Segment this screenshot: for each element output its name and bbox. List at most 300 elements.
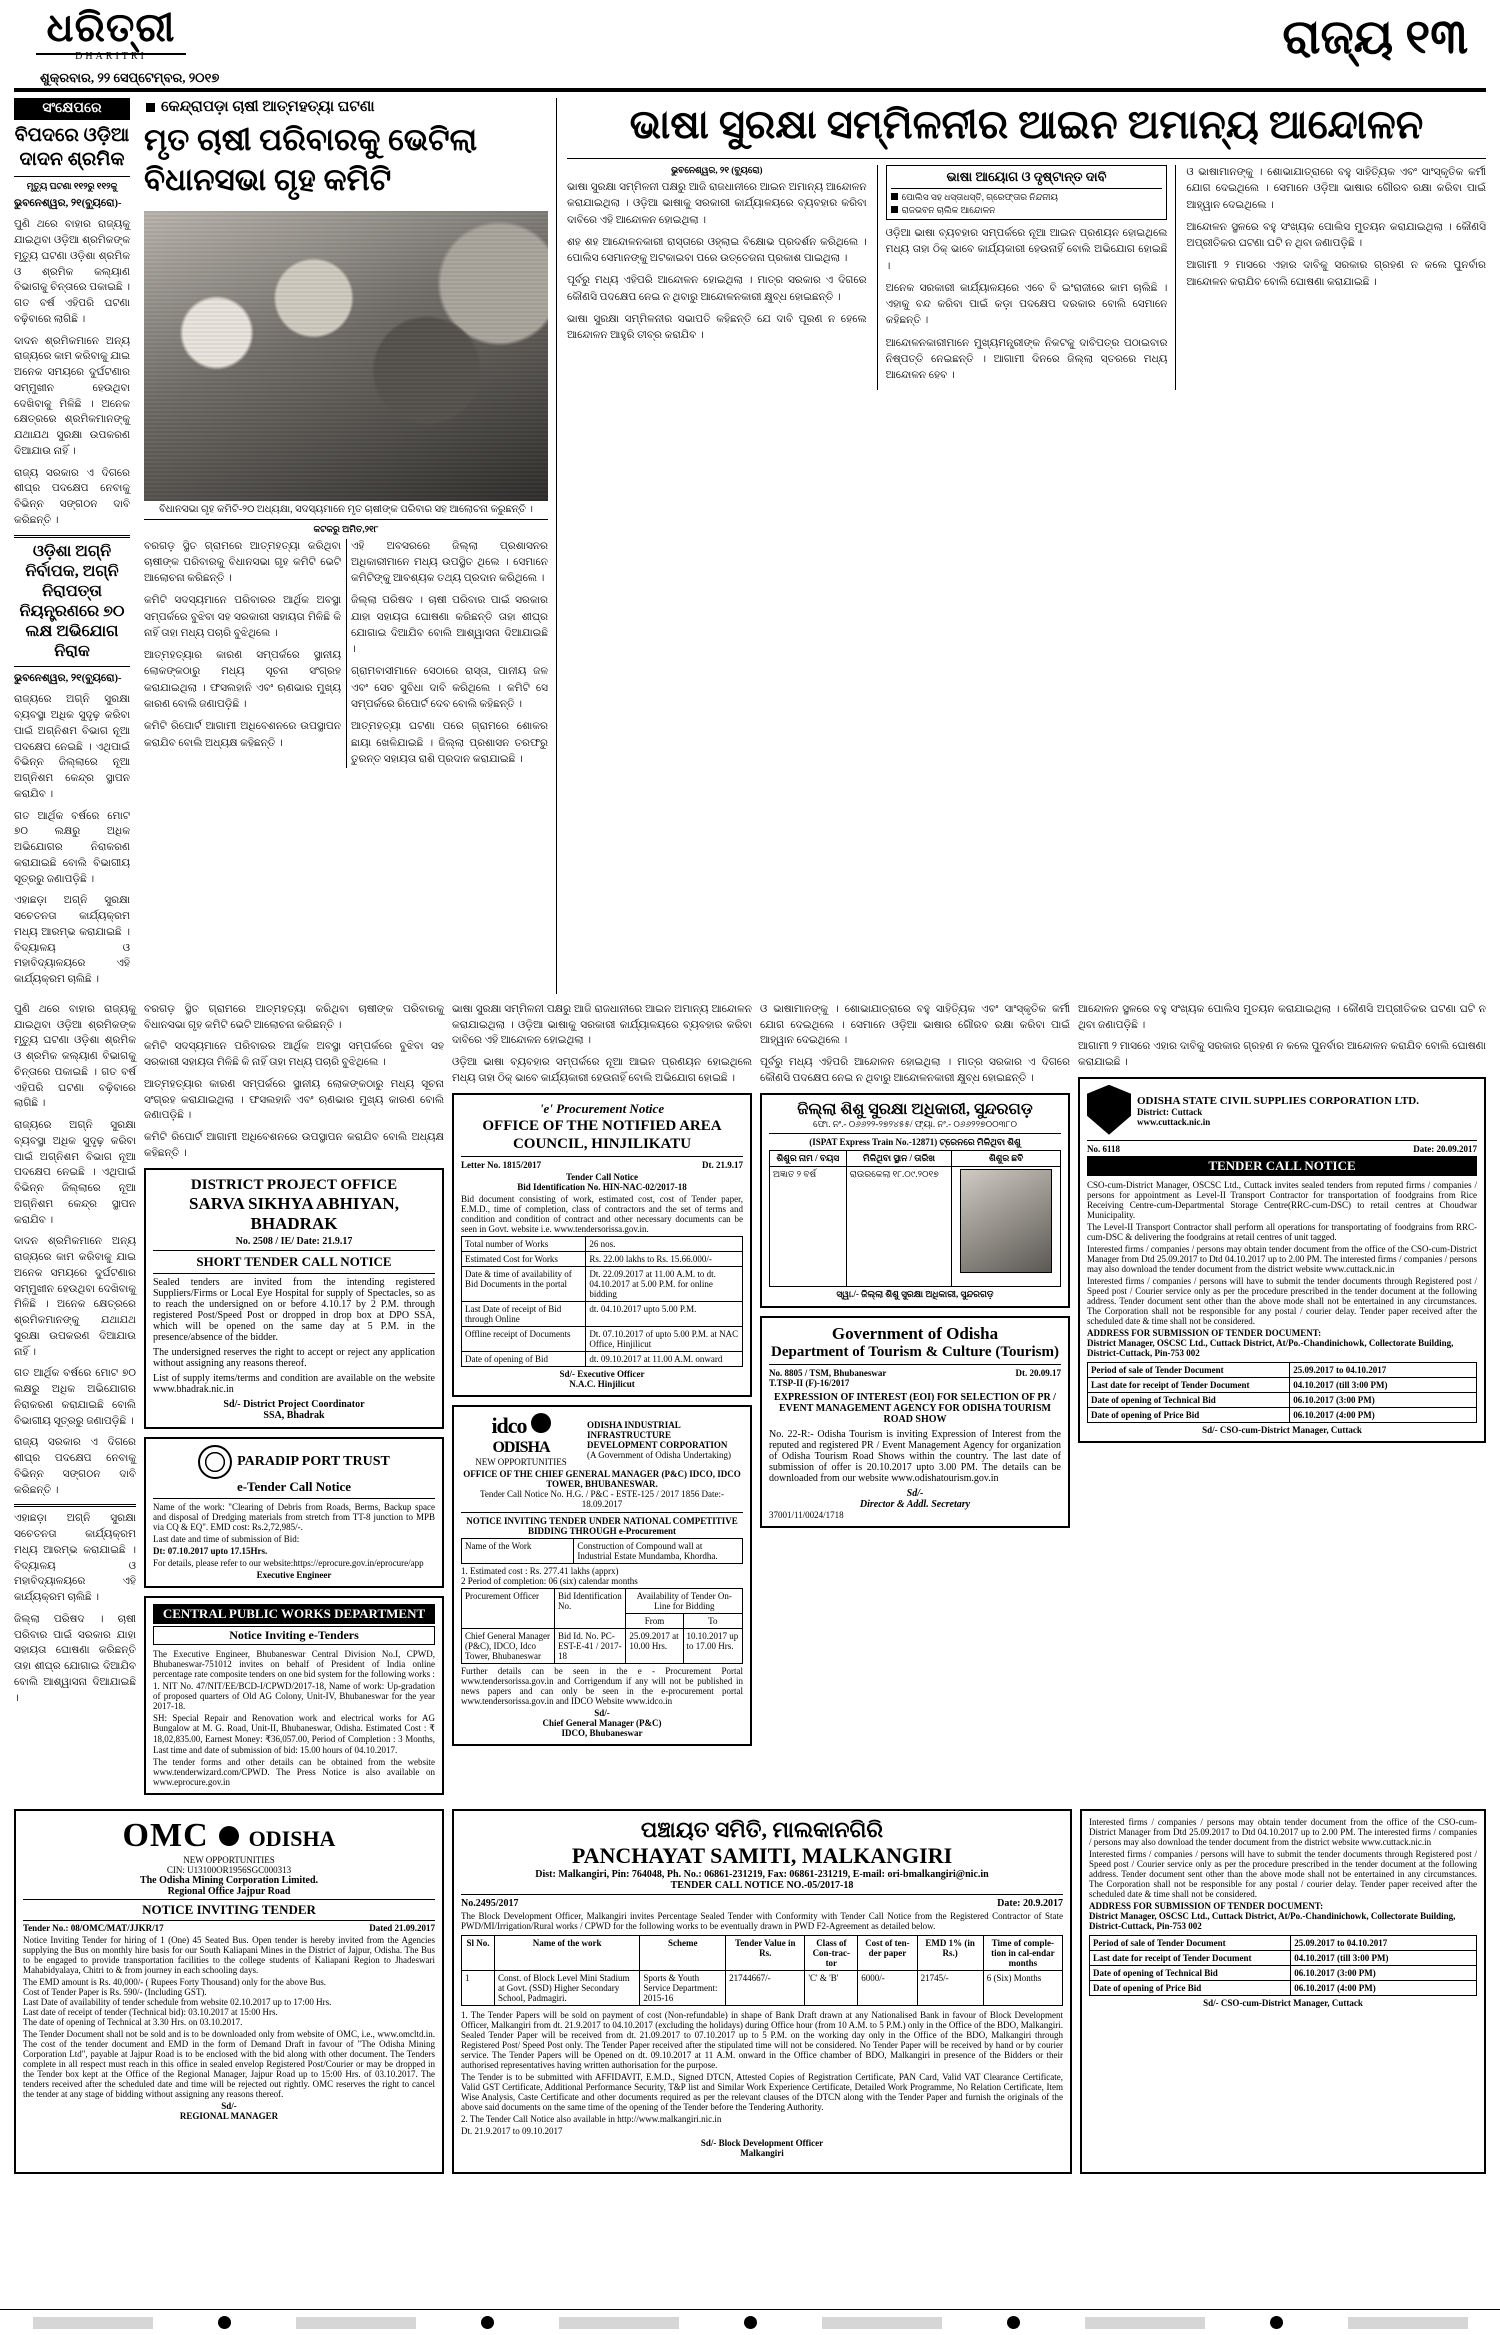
- cell: 25.09.2017 to 04.10.2017: [1291, 1936, 1477, 1951]
- table-row: [462, 1326, 743, 1351]
- continued-text: ପୁଣି ଥରେ ବାହାର ରାଜ୍ୟକୁ ଯାଇଥିବା ଓଡ଼ିଆ ଶ୍ରମିକଙ୍କ ମୃତ୍ୟୁ ଘଟଣା ଓଡ଼ିଶା ଶ୍ରମିକ ଓ ଶ୍ରମିକ କଲ୍ୟାଣ ବିଭାଗକୁ ଚିନ୍ତାରେ ପକାଇଛି । ଗତ ବର୍ଷ ଏହିପରି ଘଟଣା ବଢ଼ିବାରେ ଲାଗିଛି । ରାଜ୍ୟରେ ଅଗ୍ନି ସୁରକ୍ଷା ବ୍ୟବସ୍ଥା ଅଧିକ ସୁଦୃଢ଼ କରିବା ପାଇଁ ଅଗ୍ନିଶମ ବିଭାଗ ନୂଆ ପଦକ୍ଷେପ ନେଇଛି । ଏଥିପାଇଁ ବିଭିନ୍ନ ଜିଲ୍ଲାରେ ନୂଆ ଅଗ୍ନିଶମ କେନ୍ଦ୍ର ସ୍ଥାପନ କରାଯିବ । ଦାଦନ ଶ୍ରମିକମାନେ ଅନ୍ୟ ରାଜ୍ୟରେ କାମ କରିବାକୁ ଯାଇ ଅନେକ ସମୟରେ ଦୁର୍ଘଟଣାର ସମ୍ମୁଖୀନ ହେଉଥିବା ଦେଖିବାକୁ ମିଳିଛି । ଅନେକ କ୍ଷେତ୍ରରେ ଶ୍ରମିକମାନଙ୍କୁ ଯଥାଯଥ ସୁରକ୍ଷା ଉପକରଣ ଦିଆଯାଉ ନାହିଁ । ଗତ ଆର୍ଥିକ ବର୍ଷରେ ମୋଟ ୭୦ ଲକ୍ଷରୁ ଅଧିକ ଅଭିଯୋଗର ନିରାକରଣ କରାଯାଇଛି ବୋଲି ବିଭାଗୀୟ ସୂତ୍ରରୁ ଜଣାପଡ଼ିଛି । ରାଜ୍ୟ ସରକାର ଏ ଦିଗରେ ଶୀଘ୍ର ପଦକ୍ଷେପ ନେବାକୁ ବିଭିନ୍ନ ସଙ୍ଗଠନ ଦାବି କରିଛନ୍ତି ।: [14, 1003, 136, 1496]
- omc-tender-no: Tender No.: 08/OMC/MAT/JJKR/17: [23, 1923, 164, 1934]
- ppt-deadline: Dt: 07.10.2017 upto 17.15Hrs.: [153, 1546, 268, 1557]
- cell-header: To: [683, 1613, 742, 1628]
- nac-sign1: Sd/- Executive Officer: [559, 1368, 645, 1379]
- divider: [461, 1512, 743, 1513]
- lead-para: କମିଟି ରିପୋର୍ଟ ଆଗାମୀ ଅଧିବେଶନରେ ଉପସ୍ଥାପନ କରାଯିବ ବୋଲି ଅଧ୍ୟକ୍ଷ କହିଛନ୍ତି ।: [144, 721, 341, 749]
- idco-org2: (A Government of Odisha Undertaking): [587, 1449, 731, 1460]
- child-photo: [960, 1169, 1052, 1273]
- cell-photo: [952, 1166, 1061, 1286]
- ad-idco: [452, 1405, 752, 1746]
- cell-header: Name of the Work: [462, 1538, 574, 1563]
- oscsc-p4: Interested firms / companies / persons will have to submit the tender documents through Registered post / Speed post / Courier service only as per the procedure prescribed in the tender document at the following address. Tender document sent other than the above mode shall not be entertained in any circumstances. The Corporation shall not be responsible for any postal / courier delay. Tender paper received after the scheduled date & time shall not be considered.: [1087, 1275, 1477, 1326]
- idco-bid-table: [461, 1588, 743, 1664]
- bhadrak-body: Sealed tenders are invited from the intending registered Suppliers/Firms or Local Eye Hospital for supply of Spectacles, so as to reach the undersigned on or before 4.10.17 by 2 P.M. through registered Post/Speed Post or dropped in drop box at DPO SSA, which will be opened on the same day at 5 P.M. in the presence/absence of the bidder.: [153, 1277, 435, 1344]
- brief-headline: ବିପଦରେ ଓଡ଼ିଆ ଦାଦନ ଶ୍ରମିକ: [14, 125, 130, 170]
- ad-tourism: [760, 1316, 1070, 1528]
- demand-item: ରାଜଭବନ ଚାଲିକ ଆନ୍ଦୋଳନ: [891, 205, 1163, 216]
- divider: [153, 1498, 435, 1499]
- oscsc-l1: ODISHA STATE CIVIL SUPPLIES CORPORATION LTD.: [1137, 1094, 1419, 1107]
- mega-para: ଶହ ଶହ ଆନ୍ଦୋଳନକାରୀ ରାସ୍ତାରେ ଓହ୍ଲାଇ ବିକ୍ଷୋଭ ପ୍ରଦର୍ଶନ କରିଥିଲେ । ପୋଲିସ ସେମାନଙ୍କୁ ଅଟକାଇବା ପରେ ଉତ୍ତେଜନା ପ୍ରକାଶ ପାଇଥିଲା ।: [567, 236, 867, 265]
- table-row: [462, 1251, 743, 1266]
- cpwd-body: The Executive Engineer, Bhubaneswar Central Division No.I, CPWD, Bhubaneswar-751012 invites on behalf of President of India online percentage rate composite tenders on one bid system for the following works :: [153, 1649, 435, 1680]
- lead-body: [144, 539, 548, 768]
- table-row: [462, 1266, 743, 1301]
- cell: Date & time of availability of Bid Documents in the portal: [462, 1266, 586, 1301]
- divider: [891, 188, 1163, 189]
- cell-header: Bid Identification No.: [554, 1588, 625, 1628]
- cell-header: Cost of ten-der paper: [858, 1936, 917, 1971]
- nac-letter-no: Letter No. 1815/2017: [461, 1159, 542, 1170]
- logo-latin-text: DHARITRI: [75, 51, 147, 62]
- oscsc-tail-addr-title: ADDRESS FOR SUBMISSION OF TENDER DOCUMENT:: [1089, 1901, 1324, 1912]
- tourism-l2: Department of Tourism & Culture (Tourism): [771, 1343, 1059, 1360]
- cell: 25.09.2017 at 10.00 Hrs.: [626, 1628, 683, 1663]
- table-row: [1088, 1392, 1477, 1407]
- table-row: [462, 1538, 743, 1563]
- bullet-square-icon: [146, 103, 155, 112]
- bhadrak-title: SHORT TENDER CALL NOTICE: [196, 1254, 392, 1270]
- cell: Last Date of receipt of Bid through Online: [462, 1301, 586, 1326]
- continued-text-4: ଭାଷା ସୁରକ୍ଷା ସମ୍ମିଳନୀ ପକ୍ଷରୁ ଆଜି ରାଜଧାନୀରେ ଆଇନ ଅମାନ୍ୟ ଆନ୍ଦୋଳନ କରାଯାଇଥିଲା । ଓଡ଼ିଆ ଭାଷାକୁ ସରକାରୀ କାର୍ଯ୍ୟାଳୟରେ ବ୍ୟବହାର କରିବା ଦାବିରେ ଏହି ଆନ୍ଦୋଳନ ହୋଇଥିଲା । ଓଡ଼ିଆ ଭାଷା ବ୍ୟବହାର ସମ୍ପର୍କରେ ନୂଆ ଆଇନ ପ୍ରଣୟନ ହୋଇଥିଲେ ମଧ୍ୟ ତାହା ଠିକ୍ ଭାବେ କାର୍ଯ୍ୟକାରୀ ହେଉନାହିଁ ବୋଲି ଅଭିଯୋଗ ହୋଇଛି ।: [452, 1003, 752, 1084]
- cell: Date of opening of Bid: [462, 1351, 586, 1366]
- newspaper-logo: [36, 4, 186, 62]
- idco-dot-icon: [531, 1413, 551, 1433]
- continued-text-3: ବରଗଡ଼ ସ୍ଥିତ ଗ୍ରାମରେ ଆତ୍ମହତ୍ୟା କରିଥିବା ଚାଷୀଙ୍କ ପରିବାରକୁ ବିଧାନସଭା ଗୃହ କମିଟି ଭେଟି ଆଲୋଚନା କରିଛନ୍ତି । କମିଟି ସଦସ୍ୟମାନେ ପରିବାରର ଆର୍ଥିକ ଅବସ୍ଥା ସମ୍ପର୍କରେ ବୁଝିବା ସହ ସରକାରୀ ସହାୟତା ମିଳିଛି କି ନାହିଁ ତାହା ମଧ୍ୟ ପଚାରି ବୁଝିଥିଲେ । ଆତ୍ମହତ୍ୟାର କାରଣ ସମ୍ପର୍କରେ ସ୍ଥାନୀୟ ଲୋକଙ୍କଠାରୁ ମଧ୍ୟ ସୂଚନା ସଂଗ୍ରହ କରାଯାଇଥିଲା । ଫସଲହାନି ଏବଂ ଋଣଭାର ମୁଖ୍ୟ କାରଣ ବୋଲି ଜଣାପଡ଼ିଛି । କମିଟି ରିପୋର୍ଟ ଆଗାମୀ ଅଧିବେଶନରେ ଉପସ୍ଥାପନ କରାଯିବ ବୋଲି ଅଧ୍ୟକ୍ଷ କହିଛନ୍ତି ।: [144, 1003, 444, 1159]
- table-row: [1090, 1981, 1477, 1996]
- ads-col-1: [14, 1002, 136, 1804]
- oscsc-l3: www.cuttack.nic.in: [1137, 1116, 1211, 1127]
- omc-body: Notice Inviting Tender for hiring of 1 (One) 45 Seated Bus. Open tender is hereby invited from the Agencies supplying the Bus on monthly hire basis for our South Kaliapani Mines in the District of Jajpur, Odisha. The Bus to be engaged to provide transportation facilities to the college students of Kaliapani Region to Jhadeswari Mahabidyalaya, Chitri to & from journey in each schooling days.: [23, 1935, 435, 1976]
- divider: [153, 1250, 435, 1251]
- cell-header: Time of comple-tion in cal-endar months: [983, 1936, 1062, 1971]
- omc-sign1: Sd/-: [221, 2101, 237, 2112]
- continued-text-2: ଏହାଛଡ଼ା ଅଗ୍ନି ସୁରକ୍ଷା ସଚେତନତା କାର୍ଯ୍ୟକ୍ରମ ମଧ୍ୟ ଆରମ୍ଭ କରାଯାଇଛି । ବିଦ୍ୟାଳୟ ଓ ମହାବିଦ୍ୟାଳୟରେ ଏହି କାର୍ଯ୍ୟକ୍ରମ ଚାଲିଛି । ଜିଲ୍ଲା ପରିଷଦ । ଚାଷୀ ପରିବାର ପାଇଁ ସରକାର ଯାହା ସହାୟତା ଘୋଷଣା କରିଛନ୍ତି ତାହା ଶୀଘ୍ର ଯୋଗାଇ ଦିଆଯିବ ବୋଲି ଆଶ୍ୱାସନା ଦିଆଯାଇଛି ।: [14, 1513, 136, 1704]
- tourism-date: Dt. 20.09.17: [1015, 1367, 1061, 1378]
- tourism-sign2: Director & Addl. Secretary: [859, 1498, 971, 1510]
- cell: ଅଜ୍ଞାତ ୨ ବର୍ଷ: [770, 1166, 847, 1286]
- idco-org: [587, 1420, 743, 1460]
- omc-cin: CIN: U13100OR1956SGC000313: [166, 1865, 292, 1876]
- oscsc-tail-addr: District Manager, OSCSC Ltd., Cuttack District, At/Po.-Chandinichowk, Collectorate Building, District-Cuttack, Pin-753 002: [1089, 1911, 1456, 1932]
- lead-headline: ମୃତ ଚାଷୀ ପରିବାରକୁ ଭେଟିଲା ବିଧାନସଭା ଗୃହ କମିଟି: [144, 122, 478, 198]
- malkangiri-meta: [461, 1898, 1063, 1909]
- cell-header: ଶିଶୁର ଛବି: [952, 1150, 1061, 1166]
- demands-box: [886, 165, 1168, 220]
- cell-header: Last date for receipt of Tender Document: [1090, 1951, 1291, 1966]
- cell: Chief General Manager (P&C), IDCO, Idco Tower, Bhubaneswar: [462, 1628, 555, 1663]
- cell: Total number of Works: [462, 1236, 586, 1251]
- cell: 06.10.2017 (3:00 PM): [1290, 1392, 1477, 1407]
- ad-cpwd: [144, 1596, 444, 1795]
- oscsc-logo-icon: [1087, 1085, 1131, 1135]
- registration-segment: [1348, 2317, 1468, 2329]
- ppt-body: Name of the work: "Clearing of Debris from Roads, Berms, Backup space and disposal of Dredging materials from stretch from TT-8 junction to MPB via CQ & EQ". EMD cost: Rs.2,72,985/-.: [153, 1502, 435, 1533]
- idco-sign2: Chief General Manager (P&C): [542, 1717, 662, 1728]
- ad-omc: [14, 1809, 444, 2174]
- cpwd-body2: The tender forms and other details can be obtained from the website www.tenderwizard.com/CPWD. The Press Notice is also available on www.eprocure.gov.in: [153, 1757, 435, 1788]
- cell: Bid Id. No. PC-EST-E-41 / 2017-18: [554, 1628, 625, 1663]
- nac-date: Dt. 21.9.17: [702, 1159, 743, 1170]
- ads-col-2: [144, 1002, 444, 1804]
- shishu-table: [769, 1150, 1061, 1287]
- table-row: [462, 1236, 743, 1251]
- mega-para: ଆଗାମୀ ୨ ମାସରେ ଏହାର ଦାବିକୁ ସରକାର ଗ୍ରହଣ ନ କଲେ ପୁନର୍ବାର ଆନ୍ଦୋଳନ କରାଯିବ ବୋଲି ଘୋଷଣା କରାଯାଇଛି ।: [1186, 260, 1486, 288]
- malkangiri-no: No.2495/2017: [461, 1898, 519, 1910]
- nac-sub2: Bid Identification No. HIN-NAC-02/2017-18: [517, 1181, 687, 1192]
- idco-period: 2 Period of completion: 06 (six) calendar months: [461, 1575, 638, 1586]
- table-row: [462, 1301, 743, 1326]
- cell-header: Class of Con-trac-tor: [805, 1936, 858, 1971]
- omc-b4: Last date of receipt of tender (Technical bid): 03.10.2017 at 15:00 Hrs.: [23, 2007, 278, 2018]
- cell: Dt. 07.10.2017 of upto 5.00 P.M. at NAC Office, Hinjilicut: [586, 1326, 743, 1351]
- idco-sign3: IDCO, Bhubaneswar: [561, 1727, 643, 1738]
- table-row: [770, 1166, 1061, 1286]
- cell: 6000/-: [858, 1971, 917, 2006]
- oscsc-tail-1: Interested firms / companies / persons may obtain tender document from the office of the CSO-cum-District Manager from Dtd 25.09.2017 to Dtd 04.10.2017 up to 2.00 PM. The interested firms / companies / persons may also download the tender document from the district website www.cuttack.nic.in: [1089, 1817, 1477, 1848]
- registration-segment: [559, 2317, 679, 2329]
- omc-l3: NOTICE INVITING TENDER: [23, 1899, 435, 1921]
- tourism-code: 37001/11/0024/1718: [769, 1509, 844, 1520]
- oscsc-tail-sign: Sd/- CSO-cum-District Manager, Cuttack: [1203, 1998, 1363, 2009]
- malkangiri-note1: 1. The Tender Papers will be sold on payment of cost (Non-refundable) in shape of Bank Draft drawn at any Nationalised Bank in favour of Block Development Officer, Malkangiri from dt. 21.9.2017 to 04.10.2017 (excluding the holidays) during Office hour (from 10 A.M. to 5 P.M.) only in the Office of the BDO, Malkangiri. Sealed Tender Paper will be received from dt. 21.09.2017 to 07.10.2017 up to 5 P.M. on the working day only in the Office of the BDO, Malkangiri through Registered Post/ Speed Post only. The Tender Paper received after the stipulated time will not be considered. No Tender Paper will be received by hand or by courier service. The Tender Papers will be Opened on dt. 09.10.2017 at 11 A.M. onward in the Office chamber of BDO, Malkangiri in presence of the Bidders or their authorised representatives having written authorisation for the purpose.: [461, 2010, 1063, 2071]
- oscsc-no: No. 6118: [1087, 1143, 1121, 1154]
- lead-kicker-text: କେନ୍ଦ୍ରାପଡ଼ା ଚାଷୀ ଆତ୍ମହତ୍ୟା ଘଟଣା: [161, 99, 375, 115]
- table-row: [462, 1588, 743, 1613]
- brief-body: [14, 196, 130, 529]
- mega-col-3: [1186, 165, 1486, 390]
- omc-sign2: REGIONAL MANAGER: [179, 2111, 279, 2122]
- cpwd-title: CENTRAL PUBLIC WORKS DEPARTMENT: [153, 1604, 435, 1624]
- nac-title1: 'e' Procurement Notice: [539, 1100, 665, 1116]
- cell-header: ଶିଶୁର ନାମ / ବୟସ: [770, 1150, 847, 1166]
- malkangiri-title-en: PANCHAYAT SAMITI, MALKANGIRI: [571, 1843, 953, 1869]
- divider: [461, 1894, 1063, 1895]
- cell: dt. 04.10.2017 upto 5.00 P.M.: [586, 1301, 743, 1326]
- cell-header: ମିଳିଥିବା ସ୍ଥାନ / ତାରିଖ: [846, 1150, 951, 1166]
- brief-para: ଦାଦନ ଶ୍ରମିକମାନେ ଅନ୍ୟ ରାଜ୍ୟରେ କାମ କରିବାକୁ ଯାଇ ଅନେକ ସମୟରେ ଦୁର୍ଘଟଣାର ସମ୍ମୁଖୀନ ହେଉଥିବା ଦେଖିବାକୁ ମିଳିଛି । ଅନେକ କ୍ଷେତ୍ରରେ ଶ୍ରମିକମାନଙ୍କୁ ଯଥାଯଥ ସୁରକ୍ଷା ଉପକରଣ ଦିଆଯାଉ ନାହିଁ ।: [14, 335, 131, 457]
- malkangiri-tcn: TENDER CALL NOTICE NO.-05/2017-18: [670, 1880, 854, 1892]
- cell-header: Date of opening of Technical Bid: [1088, 1392, 1290, 1407]
- registration-segment: [33, 2317, 153, 2329]
- nac-table: [461, 1236, 743, 1367]
- idco-org1: ODISHA INDUSTRIAL INFRASTRUCTURE DEVELOPMENT CORPORATION: [587, 1419, 728, 1450]
- mega-para: ଭାଷା ସୁରକ୍ଷା ସମ୍ମିଳନୀ ପକ୍ଷରୁ ଆଜି ରାଜଧାନୀରେ ଆଇନ ଅମାନ୍ୟ ଆନ୍ଦୋଳନ କରାଯାଇଥିଲା । ଓଡ଼ିଆ ଭାଷାକୁ ସରକାରୀ କାର୍ଯ୍ୟାଳୟରେ ବ୍ୟବହାର କରିବା ଦାବିରେ ଏହି ଆନ୍ଦୋଳନ ହୋଇଥିଲା ।: [567, 182, 867, 226]
- brief2-para: ଗତ ଆର୍ଥିକ ବର୍ଷରେ ମୋଟ ୭୦ ଲକ୍ଷରୁ ଅଧିକ ଅଭିଯୋଗର ନିରାକରଣ କରାଯାଇଛି ବୋଲି ବିଭାଗୀୟ ସୂତ୍ରରୁ ଜଣାପଡ଼ିଛି ।: [14, 810, 130, 885]
- malkangiri-date: Date: 20.9.2017: [997, 1898, 1063, 1910]
- shishu-title: ଜିଲ୍ଲା ଶିଶୁ ସୁରକ୍ଷା ଅଧିକାରୀ, ସୁନ୍ଦରଗଡ଼: [797, 1100, 1033, 1118]
- ppt-title: PARADIP PORT TRUST: [237, 1454, 390, 1470]
- continued-text-6: ଆନ୍ଦୋଳନ ସ୍ଥଳରେ ବହୁ ସଂଖ୍ୟକ ପୋଲିସ ମୁତୟନ କରାଯାଇଥିଲା । କୌଣସି ଅପ୍ରୀତିକର ଘଟଣା ଘଟି ନ ଥିବା ଜଣାପଡ଼ିଛି । ଆଗାମୀ ୨ ମାସରେ ଏହାର ଦାବିକୁ ସରକାର ଗ୍ରହଣ ନ କଲେ ପୁନର୍ବାର ଆନ୍ଦୋଳନ କରାଯିବ ବୋଲି ଘୋଷଣା କରାଯାଇଛି ।: [1078, 1003, 1486, 1068]
- cell: dt. 09.10.2017 at 11.00 A.M. onward: [586, 1351, 743, 1366]
- registration-dot: [744, 2316, 757, 2329]
- tourism-body: No. 22-R:- Odisha Tourism is inviting Expression of Interest from the reputed and registered PR / Event Management Agency for organization of Odisha Tourism Road Shows within the country. The last date of submission of offer is 20.10.2017 upto 3.00 PM. The details can be downloaded from our website www.odishatourism.gov.in: [769, 1428, 1061, 1484]
- brief2-para: ରାଜ୍ୟରେ ଅଗ୍ନି ସୁରକ୍ଷା ବ୍ୟବସ୍ଥା ଅଧିକ ସୁଦୃଢ଼ କରିବା ପାଇଁ ଅଗ୍ନିଶମ ବିଭାଗ ନୂଆ ପଦକ୍ଷେପ ନେଇଛି । ଏଥିପାଇଁ ବିଭିନ୍ନ ଜିଲ୍ଲାରେ ନୂଆ ଅଗ୍ନିଶମ କେନ୍ଦ୍ର ସ୍ଥାପନ କରାଯିବ ।: [14, 694, 130, 800]
- omc-b6: The Tender Document shall not be sold and is to be downloaded only from website of OMC, i.e., www.omcltd.in. The cost of the tender document and EMD in the form of Demand Draft in favour of "The Odisha Mining Corporation Ltd", payable at Jajpur Road is to be enclosed with the bid along with other document. The Tenders complete in all respect must reach in this office in sealed envelop Registered Post/Courier or may be dropped in the Tender box kept at the Office of the Regional Manager, Jajpur Road up to 15:00 Hrs. of 03.10.2017. The tenders received after the scheduled date and time will be rejected out rightly. OMC reserves the right to cancel the tender at any stage of bidding without assigning any reasons thereof.: [23, 2029, 435, 2100]
- mega-headline: ଭାଷା ସୁରକ୍ଷା ସମ୍ମିଳନୀର ଆଇନ ଅମାନ୍ୟ ଆନ୍ଦୋଳନ: [629, 102, 1424, 147]
- bhadrak-line1: DISTRICT PROJECT OFFICE: [190, 1176, 398, 1193]
- mega-col-1: [567, 165, 867, 390]
- cell: Const. of Block Level Mini Stadium at Govt. (SSD) Higher Secondary School, Padmagiri.: [495, 1971, 640, 2006]
- cell-header: Tender Value in Rs.: [726, 1936, 805, 1971]
- cell-header: Period of sale of Tender Document: [1088, 1362, 1290, 1377]
- demands-title: ଭାଷା ଆୟୋଗ ଓ ଦୃଷ୍ଟାନ୍ତ ଦାବି: [946, 169, 1107, 184]
- lead-kicker: [146, 98, 548, 116]
- lead-para: ଗ୍ରାମବାସୀମାନେ ସେଠାରେ ରାସ୍ତା, ପାନୀୟ ଜଳ ଏବଂ ସେଚ ସୁବିଧା ଦାବି କରିଥିଲେ । କମିଟି ସେ ସମ୍ପର୍କରେ ରିପୋର୍ଟ ଦେବ ବୋଲି କହିଛନ୍ତି ।: [351, 666, 548, 710]
- cell: 06.10.2017 (4:00 PM): [1291, 1981, 1477, 1996]
- oscsc-title: TENDER CALL NOTICE: [1087, 1156, 1477, 1176]
- omc-tagline: NEW OPPORTUNITIES: [183, 1855, 275, 1866]
- bottom-ads: [14, 1809, 1486, 2174]
- table-row: [1090, 1966, 1477, 1981]
- cpwd-item1: 1. NIT No. 47/NIT/EE/BCD-I/CPWD/2017-18, Name of work: Up-gradation of proposed quarters of Old AG Colony, Unit-IV, Bhubaneswar for the year 2017-18.: [153, 1681, 435, 1712]
- omc-b1: The EMD amount is Rs. 40,000/- ( Rupees Forty Thousand) only for the above Bus.: [23, 1977, 327, 1988]
- ppt-sign: Executive Engineer: [256, 1570, 332, 1581]
- mega-para: ଓ ଭାଷାମାନଙ୍କୁ । ଶୋଭାଯାତ୍ରାରେ ବହୁ ସାହିତ୍ୟିକ ଏବଂ ସାଂସ୍କୃତିକ କର୍ମୀ ଯୋଗ ଦେଇଥିଲେ । ସେମାନେ ଓଡ଼ିଆ ଭାଷାର ଗୌରବ ରକ୍ଷା କରିବା ପାଇଁ ଆହ୍ୱାନ ଦେଇଥିଲେ ।: [1186, 167, 1486, 211]
- table-row: [1090, 1936, 1477, 1951]
- idco-logo: [461, 1413, 581, 1467]
- continued-text-5: ଓ ଭାଷାମାନଙ୍କୁ । ଶୋଭାଯାତ୍ରାରେ ବହୁ ସାହିତ୍ୟିକ ଏବଂ ସାଂସ୍କୃତିକ କର୍ମୀ ଯୋଗ ଦେଇଥିଲେ । ସେମାନେ ଓଡ଼ିଆ ଭାଷାର ଗୌରବ ରକ୍ଷା କରିବା ପାଇଁ ଆହ୍ୱାନ ଦେଇଥିଲେ । ପୂର୍ବରୁ ମଧ୍ୟ ଏହିପରି ଆନ୍ଦୋଳନ ହୋଇଥିଲା । ମାତ୍ର ସରକାର ଏ ଦିଗରେ କୌଣସି ପଦକ୍ଷେପ ନେଇ ନ ଥିବାରୁ ଆନ୍ଦୋଳନକାରୀ କ୍ଷୁବ୍ଧ ହୋଇଛନ୍ତି ।: [760, 1003, 1070, 1084]
- masthead: [14, 0, 1486, 92]
- table-row: [1088, 1362, 1477, 1377]
- paradip-seal-icon: [198, 1445, 232, 1479]
- table-row: [1088, 1377, 1477, 1392]
- bhadrak-body2: The undersigned reserves the right to accept or reject any application without assigning any reasons thereof.: [153, 1347, 435, 1370]
- shishu-subtitle: ଫୋ. ନଂ.- ୦୬୬୨୨-୨୭୨୪୫୫/ ଫ୍ୟା. ନଂ.- ୦୬୬୨୨୭୦୦୩୮୦: [813, 1118, 1017, 1129]
- idco-head1: NOTICE INVITING TENDER UNDER NATIONAL COMPETITIVE BIDDING THROUGH e-Procurement: [466, 1515, 738, 1536]
- cell-header: Name of the work: [495, 1936, 640, 1971]
- malkangiri-sign2: Malkangiri: [740, 2148, 784, 2159]
- table-row: [1090, 1951, 1477, 1966]
- cell-header: Scheme: [640, 1936, 726, 1971]
- cell-header: Sl No.: [462, 1936, 495, 1971]
- oscsc-tail-table: [1089, 1935, 1477, 1996]
- cell-header: Availability of Tender On-Line for Bidding: [626, 1588, 743, 1613]
- tourism-no: No. 8805 / TSM, Bhubaneswar: [769, 1367, 887, 1378]
- nac-sub1: Tender Call Notice: [566, 1171, 638, 1182]
- nac-sign2: N.A.C. Hinjilicut: [569, 1378, 635, 1389]
- top-news-area: [14, 92, 1486, 994]
- lead-para: କମିଟି ସଦସ୍ୟମାନେ ପରିବାରର ଆର୍ଥିକ ଅବସ୍ଥା ସମ୍ପର୍କରେ ବୁଝିବା ସହ ସରକାରୀ ସହାୟତା ମିଳିଛି କି ନାହିଁ ତାହା ମଧ୍ୟ ପଚାରି ବୁଝିଥିଲେ ।: [144, 595, 341, 639]
- divider: [461, 1156, 743, 1157]
- section-title: ରାଜ୍ୟ ୧୩: [1282, 11, 1468, 64]
- cell: 6 (Six) Months: [983, 1971, 1062, 2006]
- oscsc-addr-title: ADDRESS FOR SUBMISSION OF TENDER DOCUMENT:: [1087, 1327, 1322, 1338]
- nac-intro: Bid document consisting of work, estimated cost, cost of Tender paper, E.M.D., time of completion, class of contractors and the set of terms and condition and condition of contract and other necessary documents can be seen in Govt. website i.e. www.tendersorissa.gov.in.: [461, 1193, 743, 1234]
- cpwd-item2: SH: Special Repair and Renovation work and electrical works for AG Bungalow at M. G. Road, Unit-II, Bhubaneswar, Odisha. Estimated Cost : ₹ 18,02,835.00, Earnest Money: ₹36,057.00, Period of Completion : 3 Months, Last time and date of submission of bid: 15.00 hours of 04.10.2017.: [153, 1713, 435, 1756]
- cell: 06.10.2017 (3:00 PM): [1291, 1966, 1477, 1981]
- registration-dot: [218, 2316, 231, 2329]
- masthead-date: ଶୁକ୍ରବାର, ୨୨ ସେପ୍ଟେମ୍ବର, ୨୦୧୭: [40, 70, 220, 85]
- divider: [567, 158, 1486, 159]
- tourism-heading: EXPRESSION OF INTEREST (EOI) FOR SELECTION OF PR / EVENT MANAGEMENT AGENCY FOR ODISHA TOURISM ROAD SHOW: [774, 1391, 1056, 1425]
- cell-header: Period of sale of Tender Document: [1090, 1936, 1291, 1951]
- mega-para: ପୂର୍ବରୁ ମଧ୍ୟ ଏହିପରି ଆନ୍ଦୋଳନ ହୋଇଥିଲା । ମାତ୍ର ସରକାର ଏ ଦିଗରେ କୌଣସି ପଦକ୍ଷେପ ନେଇ ନ ଥିବାରୁ ଆନ୍ଦୋଳନକାରୀ କ୍ଷୁବ୍ଧ ହୋଇଛନ୍ତି ।: [567, 275, 867, 303]
- mega-para: ଭାଷା ସୁରକ୍ଷା ସମ୍ମିଳନୀର ସଭାପତି କହିଛନ୍ତି ଯେ ଦାବି ପୂରଣ ନ ହେଲେ ଆନ୍ଦୋଳନ ଆହୁରି ତୀବ୍ର କରାଯିବ ।: [567, 313, 867, 342]
- ppt-body3: For details, please refer to our website:https://eprocure.gov.in/eprocure/app: [153, 1558, 424, 1569]
- table-row: [462, 1351, 743, 1366]
- mega-para: ଓଡ଼ିଆ ଭାଷା ବ୍ୟବହାର ସମ୍ପର୍କରେ ନୂଆ ଆଇନ ପ୍ରଣୟନ ହୋଇଥିଲେ ମଧ୍ୟ ତାହା ଠିକ୍ ଭାବେ କାର୍ଯ୍ୟକାରୀ ହେଉନାହିଁ ବୋଲି ଅଭିଯୋଗ ହୋଇଛି ।: [885, 228, 1168, 272]
- cell: Sports & Youth Service Department: 2015-16: [640, 1971, 726, 2006]
- mega-col-2: [877, 165, 1177, 390]
- cell-header: Date of opening of Price Bid: [1088, 1407, 1290, 1422]
- cell: 21745/-: [917, 1971, 983, 2006]
- lead-story: [136, 98, 556, 994]
- ppt-subtitle: e-Tender Call Notice: [236, 1479, 352, 1495]
- cell-header: Procurement Officer: [462, 1588, 555, 1628]
- brief-para: ରାଜ୍ୟ ସରକାର ଏ ଦିଗରେ ଶୀଘ୍ର ପଦକ୍ଷେପ ନେବାକୁ ବିଭିନ୍ନ ସଙ୍ଗଠନ ଦାବି କରିଛନ୍ତି ।: [14, 467, 130, 526]
- divider: [769, 1364, 1061, 1365]
- malkangiri-body: The Block Development Officer, Malkangiri invites Percentage Sealed Tender with Conformity with Tender Call Notice from the Registered Contractor of State PWD/MI/Irrigation/Rural works / CPWD for the following works to be eventually drawn in PWD F2-Agreement as detailed below.: [461, 1911, 1063, 1932]
- divider: [14, 1504, 136, 1507]
- table-row: [770, 1150, 1061, 1166]
- cell: 21744667/-: [726, 1971, 805, 2006]
- brief-para: ପୁଣି ଥରେ ବାହାର ରାଜ୍ୟକୁ ଯାଇଥିବା ଓଡ଼ିଆ ଶ୍ରମିକଙ୍କ ମୃତ୍ୟୁ ଘଟଣା ଓଡ଼ିଶା ଶ୍ରମିକ ଓ ଶ୍ରମିକ କଲ୍ୟାଣ ବିଭାଗକୁ ଚିନ୍ତାରେ ପକାଇଛି । ଗତ ବର୍ଷ ଏହିପରି ଘଟଣା ବଢ଼ିବାରେ ଲାଗିଛି ।: [14, 219, 130, 325]
- lead-para: ଜିଲ୍ଲା ପରିଷଦ । ଚାଷୀ ପରିବାର ପାଇଁ ସରକାର ଯାହା ସହାୟତା ଘୋଷଣା କରିଛନ୍ତି ତାହା ଶୀଘ୍ର ଯୋଗାଇ ଦିଆଯିବ ବୋଲି ଆଶ୍ୱାସନା ଦିଆଯାଇଛି ।: [351, 595, 548, 656]
- idco-org4: Tender Call Notice No. H.G. / P&C - ESTE-125 / 2017 1856 Date:- 18.09.2017: [479, 1488, 725, 1509]
- ad-oscsc: [1078, 1077, 1486, 1443]
- cell: Offline receipt of Documents: [462, 1326, 586, 1351]
- logo-odia-text: ଧରିତ୍ରୀ: [46, 5, 176, 50]
- tourism-meta: [769, 1368, 1061, 1378]
- divider: [769, 1133, 1061, 1134]
- lead-para: ବରଗଡ଼ ସ୍ଥିତ ଗ୍ରାମରେ ଆତ୍ମହତ୍ୟା କରିଥିବା ଚାଷୀଙ୍କ ପରିବାରକୁ ବିଧାନସଭା ଗୃହ କମିଟି ଭେଟି ଆଲୋଚନା କରିଛନ୍ତି ।: [144, 540, 341, 585]
- ad-shishu-suraksha: [760, 1093, 1070, 1308]
- oscsc-dates-table: [1087, 1362, 1477, 1423]
- table-row: [462, 1936, 1063, 1971]
- ad-bhadrak-ssa: [144, 1168, 444, 1430]
- divider: [153, 1273, 435, 1274]
- ad-paradip-port-trust: [144, 1437, 444, 1588]
- omc-l2: Regional Office Jajpur Road: [167, 1886, 291, 1898]
- lead-para: ଏହି ଅବସରରେ ଜିଲ୍ଲା ପ୍ରଶାସନର ଅଧିକାରୀମାନେ ମଧ୍ୟ ଉପସ୍ଥିତ ଥିଲେ । ସେମାନେ କମିଟିଙ୍କୁ ଆବଶ୍ୟକ ତଥ୍ୟ ପ୍ରଦାନ କରିଥିଲେ ।: [351, 540, 548, 585]
- idco-note: Further details can be seen in the e - Procurement Portal www.tendersorissa.gov.in and Corrigendum if any will not be published in news papers and can only be seen in the e-procurement portal www.tendersorissa.gov.in and IDCO Website www.idco.in: [461, 1665, 743, 1706]
- bhadrak-line2: SARVA SIKHYA ABHIYAN, BHADRAK: [189, 1193, 399, 1233]
- registration-dot: [1007, 2316, 1020, 2329]
- idco-org3: OFFICE OF THE CHIEF GENERAL MANAGER (P&C) IDCO, IDCO TOWER, BHUBANESWAR.: [463, 1468, 741, 1489]
- oscsc-tail-2: Interested firms / companies / persons will have to submit the tender documents through Registered post / Speed post / Courier service only as per the procedure prescribed in the tender document at the following address. Tender document sent other than the above mode shall not be entertained in any circumstances. The Corporation shall not be responsible for any postal / courier delay. Tender paper received after the scheduled date & time shall not be considered.: [1089, 1849, 1477, 1900]
- divider: [1087, 1140, 1477, 1141]
- oscsc-p2: The Level-II Transport Contractor shall perform all operations for transportating of foodgrains from RRC-cum-DSC & delivering the foodgrains at retail centres of unit tagged.: [1087, 1221, 1477, 1242]
- cell: 04.10.2017 (till 3:00 PM): [1291, 1951, 1477, 1966]
- omc-odisha: ODISHA: [248, 1826, 336, 1852]
- idco-est-cost: 1. Estimated cost : Rs. 277.41 lakhs (apprx): [461, 1565, 619, 1576]
- oscsc-meta: [1087, 1144, 1477, 1154]
- oscsc-p3: Interested firms / companies / persons may obtain tender document from the office of the CSO-cum-District Manager from Dtd 25.09.2017 to Dtd 04.10.2017 up to 2.00 PM. The interested firms / companies / persons may also download the tender document from the district website www.cuttack.nic.in: [1087, 1243, 1477, 1274]
- omc-date: Dated 21.09.2017: [369, 1923, 435, 1934]
- oscsc-sign: Sd/- CSO-cum-District Manager, Cuttack: [1202, 1424, 1362, 1435]
- omc-b2: Cost of Tender Paper is Rs. 590/- (Including GST).: [23, 1987, 207, 1998]
- idco-header: [461, 1413, 743, 1467]
- idco-wordmark: idco: [491, 1412, 527, 1438]
- oscsc-p1: CSO-cum-District Manager, OSCSC Ltd., Cuttack invites sealed tenders from reputed firms / companies / persons for appointment as Level-II Transport Contractor for transportation of foodgrains from Rice Receiving Centre-cum-Departmental Storage Centre(RRC-cum-DSC) to retail centres at Choudwar Municipality.: [1087, 1179, 1477, 1220]
- idco-work-table: [461, 1538, 743, 1564]
- cell: 04.10.2017 (till 3:00 PM): [1290, 1377, 1477, 1392]
- briefs-column: [14, 98, 136, 994]
- malkangiri-note3: 2. The Tender Call Notice also available in http://www.malkangiri.nic.in: [461, 2114, 722, 2125]
- table-row: [462, 1971, 1063, 2006]
- ads-col-4: [760, 1002, 1070, 1804]
- lead-para: ଆତ୍ମହତ୍ୟାର କାରଣ ସମ୍ପର୍କରେ ସ୍ଥାନୀୟ ଲୋକଙ୍କଠାରୁ ମଧ୍ୟ ସୂଚନା ସଂଗ୍ରହ କରାଯାଇଥିଲା । ଫସଲହାନି ଏବଂ ଋଣଭାର ମୁଖ୍ୟ କାରଣ ବୋଲି ଜଣାପଡ଼ିଛି ।: [144, 650, 341, 710]
- advertisements-area: [14, 1002, 1486, 1804]
- idco-sign1: Sd/-: [594, 1707, 610, 1718]
- lead-sub-dateline: କଟକରୁ ଅମିତ,୨୧୮: [313, 523, 379, 534]
- malkangiri-title-odia: ପଞ୍ଚାୟତ ସମିତି, ମାଲକାନଗିରି: [640, 1817, 884, 1843]
- ads-col-5: [1078, 1002, 1486, 1804]
- shishu-sign: ସ୍ୱା./- ଜିଲ୍ଲା ଶିଶୁ ସୁରକ୍ଷା ଅଧିକାରୀ, ସୁନ୍ଦରଗଡ଼: [836, 1288, 994, 1299]
- bhadrak-sign2: SSA, Bhadrak: [263, 1410, 325, 1422]
- mega-dateline: ଭୁବନେଶ୍ୱର, ୨୧ (ବ୍ୟୁରୋ): [671, 165, 763, 175]
- mega-para: ଅନେକ ସରକାରୀ କାର୍ଯ୍ୟାଳୟରେ ଏବେ ବି ଇଂରାଜୀରେ କାମ ଚାଲିଛି । ଏହାକୁ ବନ୍ଦ କରିବା ପାଇଁ କଡ଼ା ପଦକ୍ଷେପ ଦରକାର ବୋଲି ସେମାନେ କହିଛନ୍ତି ।: [885, 282, 1168, 327]
- mega-story: [556, 98, 1486, 994]
- cell: 06.10.2017 (4:00 PM): [1290, 1407, 1477, 1422]
- malkangiri-sign1: Sd/- Block Development Officer: [700, 2138, 824, 2149]
- oscsc-header: [1087, 1085, 1477, 1137]
- table-row: [462, 1628, 743, 1663]
- cell: Estimated Cost for Works: [462, 1251, 586, 1266]
- demand-item: ପୋଲିସ ସହ ଧସ୍ତାଧସ୍ତି, ଗ୍ରେଫ୍ତାର ନିନ୍ଦନୀୟ: [891, 192, 1163, 203]
- cell-header: From: [626, 1613, 683, 1628]
- lead-photo: [144, 211, 548, 501]
- cell-header: Last date for receipt of Tender Document: [1088, 1377, 1290, 1392]
- briefs-badge: ସଂକ୍ଷେପରେ: [14, 98, 130, 120]
- table-row: [1088, 1407, 1477, 1422]
- omc-b3: Last Date of availability of tender schedule from website 02.10.2017 up to 17:00 Hrs.: [23, 1997, 332, 2008]
- tourism-l1: Government of Odisha: [831, 1323, 999, 1343]
- cell: ରାଉରକେଲା ୧୮.୦୯.୨୦୧୭: [846, 1166, 951, 1286]
- cell-header: Date of opening of Price Bid: [1090, 1981, 1291, 1996]
- oscsc-date: Date: 20.09.2017: [1413, 1143, 1477, 1154]
- cell: 26 nos.: [586, 1236, 743, 1251]
- registration-dot: [481, 2316, 494, 2329]
- lead-para: ଆତ୍ମହତ୍ୟା ଘଟଣା ପରେ ଗ୍ରାମରେ ଶୋକର ଛାୟା ଖେଳିଯାଇଛି । ଜିଲ୍ଲା ପ୍ରଶାସନ ତରଫରୁ ତୁରନ୍ତ ସହାୟତା ରାଶି ପ୍ରଦାନ କରାଯାଇଛି ।: [351, 721, 548, 765]
- divider: [14, 666, 130, 667]
- ads-col-3: [452, 1002, 752, 1804]
- bhadrak-body3: List of supply items/terms and condition are available on the website www.bhadrak.nic.in: [153, 1373, 435, 1396]
- mega-para: ଆନ୍ଦୋଳନ ସ୍ଥଳରେ ବହୁ ସଂଖ୍ୟକ ପୋଲିସ ମୁତୟନ କରାଯାଇଥିଲା । କୌଣସି ଅପ୍ରୀତିକର ଘଟଣା ଘଟି ନ ଥିବା ଜଣାପଡ଼ିଛି ।: [1186, 221, 1486, 250]
- tourism-tsp: T.TSP-II (F)-16/2017: [769, 1377, 850, 1388]
- divider: [144, 519, 548, 520]
- brief2-body: [14, 671, 130, 988]
- omc-wordmark: OMC: [122, 1817, 209, 1855]
- malkangiri-addr: Dist: Malkangiri, Pin: 764048, Ph. No.: 06861-231219, Fax: 06861-231219, E-mail: ori-bmalkangiri@nic.in: [535, 1869, 989, 1881]
- nac-title2: OFFICE OF THE NOTIFIED AREA COUNCIL, HINJILIKATU: [482, 1117, 722, 1152]
- bhadrak-number: No. 2508 / IE/ Date: 21.9.17: [235, 1236, 353, 1248]
- divider: [14, 535, 130, 538]
- cell: 25.09.2017 to 04.10.2017: [1290, 1362, 1477, 1377]
- oscsc-addr: District Manager, OSCSC Ltd., Cuttack District, At/Po.-Chandinichowk, Collectorate Building, District-Cuttack, Pin-753 002: [1087, 1337, 1454, 1358]
- ad-malkangiri: [452, 1809, 1072, 2174]
- ad-oscsc-duplicate-space: [1080, 1809, 1486, 2174]
- cell: 10.10.2017 up to 17.00 Hrs.: [683, 1628, 742, 1663]
- nac-meta: [461, 1160, 743, 1170]
- brief2-headline: ଓଡ଼ିଶା ଅଗ୍ନି ନିର୍ବାପକ, ଅଗ୍ନି ନିରାପତ୍ତା ନିୟନ୍ତ୍ରଣରେ ୭୦ ଲକ୍ଷ ଅଭିଯୋଗ ନିରାକ: [19, 542, 125, 660]
- cell: Rs. 22.00 lakhs to Rs. 15.66.000/-: [586, 1251, 743, 1266]
- divider: [14, 176, 130, 177]
- mega-para: ଆନ୍ଦୋଳନକାରୀମାନେ ମୁଖ୍ୟମନ୍ତ୍ରୀଙ୍କ ନିକଟକୁ ଦାବିପତ୍ର ପଠାଇବାର ନିଷ୍ପତ୍ତି ନେଇଛନ୍ତି । ଆଗାମୀ ଦିନରେ ଜିଲ୍ଲା ସ୍ତରରେ ମଧ୍ୟ ଆନ୍ଦୋଳନ ହେବ ।: [885, 337, 1168, 382]
- brief-standfirst: ମୃତ୍ୟୁ ଘଟଣା ୧୧୨ରୁ ୧୧୨କୁ: [26, 180, 118, 191]
- malkangiri-note4: Dt. 21.9.2017 to 09.10.2017: [461, 2126, 563, 2137]
- cpwd-subtitle: Notice Inviting e-Tenders: [153, 1626, 435, 1645]
- lead-photo-caption: ବିଧାନସଭା ଗୃହ କମିଟି-୨୦ ଅଧ୍ୟକ୍ଷା, ସଦସ୍ୟମାନେ ମୃତ ଚାଷୀଙ୍କ ପରିବାର ସହ ଆଲୋଚନା କରୁଛନ୍ତି ।: [159, 503, 533, 515]
- malkangiri-table: [461, 1935, 1063, 2006]
- brief2-dateline: ଭୁବନେଶ୍ୱର, ୨୧(ବ୍ୟୁରୋ)-: [14, 672, 122, 684]
- omc-l1: The Odisha Mining Corporation Limited.: [139, 1875, 319, 1887]
- registration-segment: [296, 2317, 416, 2329]
- omc-b5: The date of opening of Technical at 3.30 Hrs. on 03.10.2017.: [23, 2017, 243, 2028]
- cell: 'C' & 'B': [805, 1971, 858, 2006]
